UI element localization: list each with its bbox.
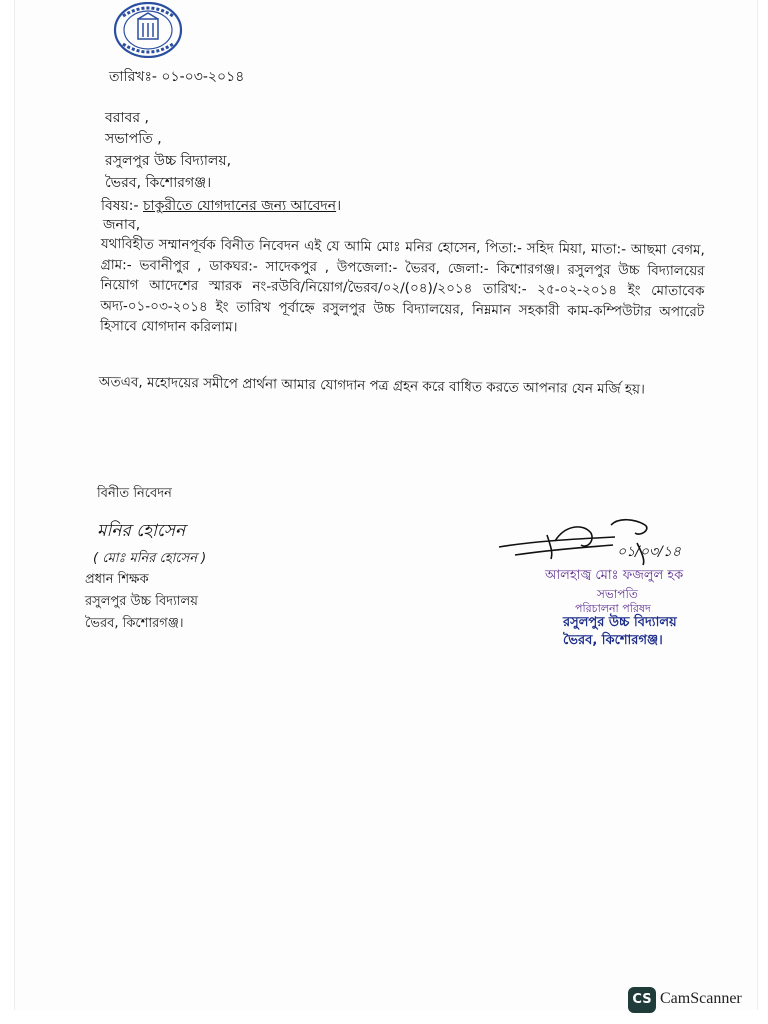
sender-institution: রসুলপুর উচ্চ বিদ্যালয় [85,594,198,609]
address-line: সভাপতি , [105,131,162,147]
letter-closing: বিনীত নিবেদন [97,486,172,501]
camscanner-label: CamScanner [660,990,742,1007]
subject-text: চাকুরীতে যোগদানের জন্য আবেদন [143,198,337,214]
sender-name: ( মোঃ মনির হোসেন ) [93,551,207,566]
sender-designation: প্রধান শিক্ষক [85,572,149,587]
sender-location: ভৈরব, কিশোরগঞ্জ। [85,616,184,631]
letter-request: অতএব, মহোদয়ের সমীপে প্রার্থনা আমার যোগদান পত্র গ্রহন করে বাধিত করতে আপনার যেন মর্জি হয়। [98,373,645,398]
subject-label: বিষয়:- [101,198,139,214]
camscanner-logo-icon: CS [628,987,656,1013]
letter-date: তারিখঃ- ০১-০৩-২০১৪ [109,69,245,85]
letter-page [14,0,758,1010]
approver-title: সভাপতি [597,587,638,601]
address-line: ভৈরব, কিশোরগঞ্জ। [105,175,212,191]
salutation: জনাব, [103,217,141,233]
school-seal-logo [113,2,183,58]
address-line: রসুলপুর উচ্চ বিদ্যালয়, [105,153,232,169]
address-line: বরাবর , [105,110,149,126]
approver-institution: রসুলপুর উচ্চ বিদ্যালয় [563,615,677,630]
approver-location: ভৈরব, কিশোরগঞ্জ। [563,633,663,648]
subject-line [101,196,341,216]
approver-committee: পরিচালনা পরিষদ [575,602,651,615]
approver-name: আলহাজ্ব মোঃ ফজলুল হক [545,568,684,583]
subject-end: । [336,198,342,214]
sender-signature: মনির হোসেন [97,521,186,541]
letter-body: যথাবিহীত সম্মানপূর্বক বিনীত নিবেদন এই যে আমি মোঃ মনির হোসেন, পিতা:- সহিদ মিয়া, মাতা:- আছমা বেগম, গ্রাম:- ভবানীপুর , ডাকঘর:- সাদেকপুর , উপজেলা:- ভৈরব, জেলা:- কিশোরগঞ্জ। রসুলপুর উচ্চ বিদ্যালয়ের নিয়োগ আদেশের স্মারক নং-রউবি/নিয়োগ/ভৈরব/০২/(০৪)/২০১৪ তারিখ:- ২৫-০২-২০১৪ ইং মোতাবেক অদ্য-০১-০৩-২০১৪ ইং তারিখ পূর্বাহ্নে রসুলপুর উচ্চ বিদ্যালয়ের, নিম্নমান সহকারী কাম-কম্পিউটার অপারেট হিসাবে যোগদান করিলাম। [99,235,705,336]
approver-signature-date: ০১/০৩/১৪ [617,544,681,560]
